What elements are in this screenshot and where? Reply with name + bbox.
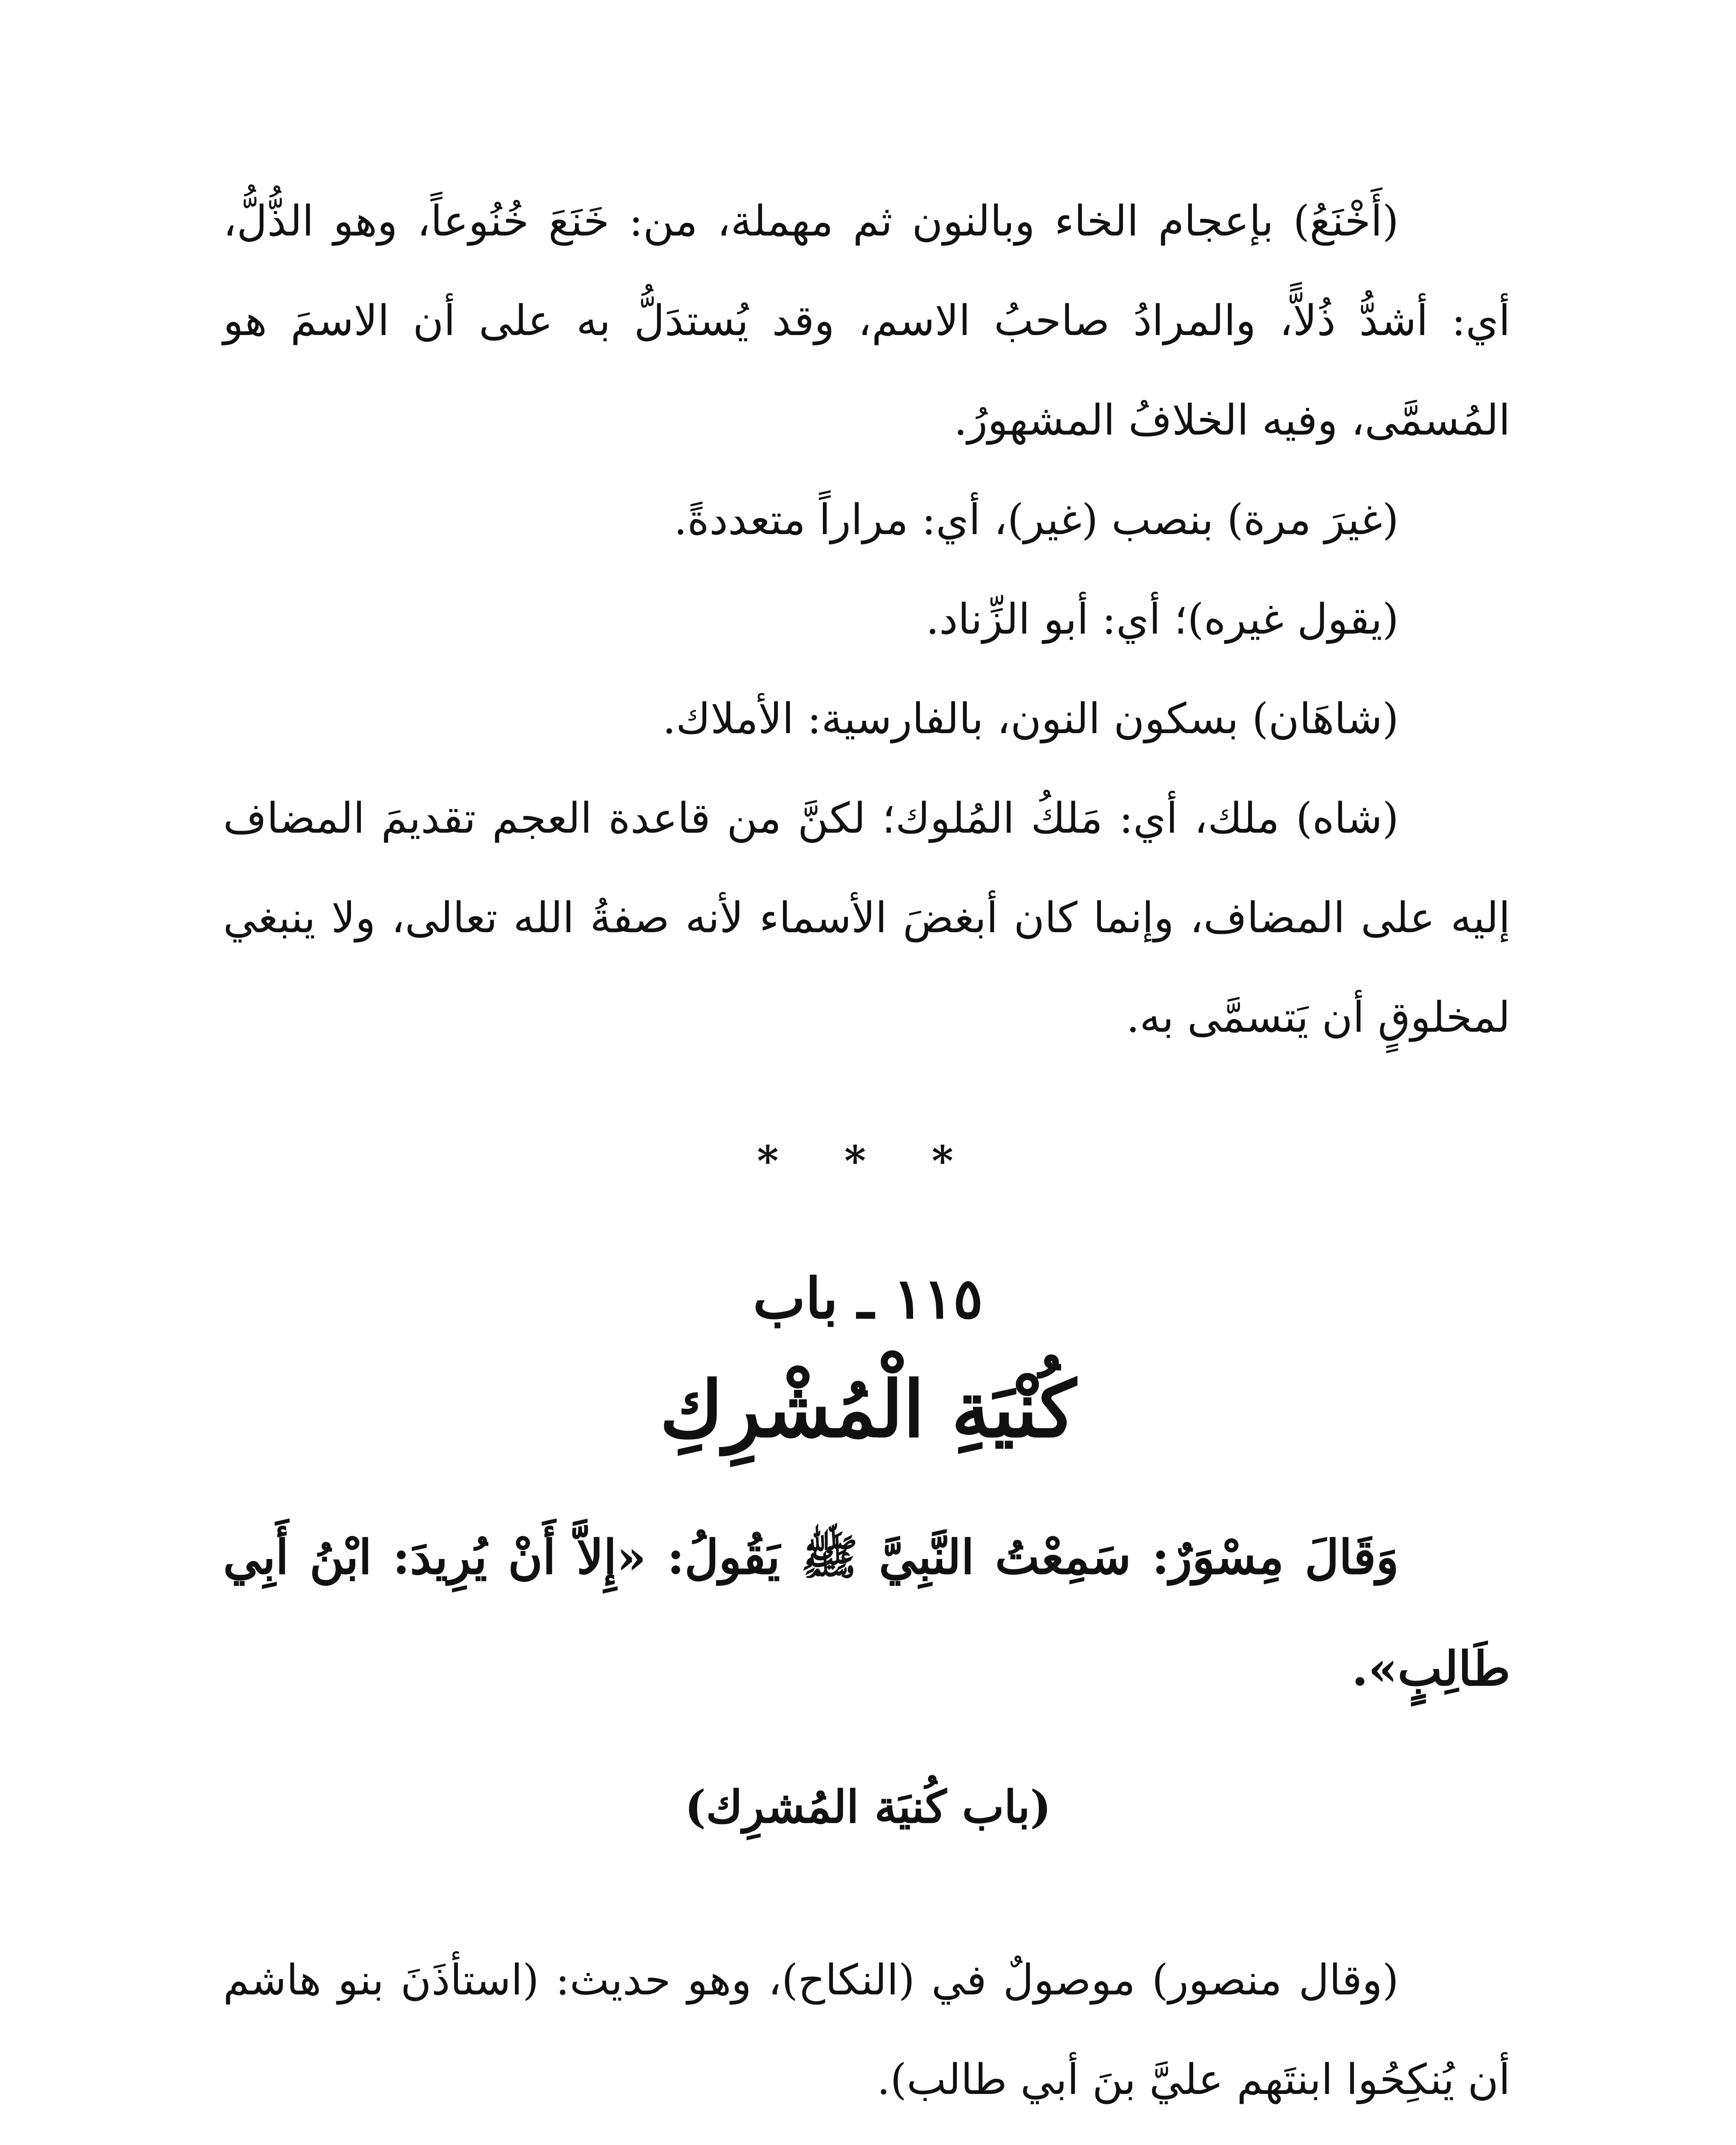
commentary-paragraph-5: (شاه) ملك، أي: مَلكُ المُلوك؛ لكنَّ من قاعدة العجم تقديمَ المضاف إليه على المضاف، وإنما كان أبغضَ الأسماء لأنه صفةُ الله تعالى، ولا ينبغي لمخلوقٍ أن يَتسمَّى به. <box>223 794 1510 1042</box>
commentary-top <box>223 172 1510 1067</box>
commentary-bottom <box>223 1930 1510 2130</box>
commentary-paragraph-1: (أَخْنَعُ) بإعجام الخاء وبالنون ثم مهملة، من: خَنَعَ خُنُوعاً، وهو الذُّلُّ، أي: أشدُّ ذُلاًّ، والمرادُ صاحبُ الاسم، وقد يُستدَلُّ به على أن الاسمَ هو المُسمَّى، وفيه الخلافُ المشهورُ. <box>223 197 1510 445</box>
commentary-heading: (باب كُنيَة المُشرِك) <box>685 1780 1051 1833</box>
chapter-number: ١١٥ ـ باب <box>753 1266 983 1331</box>
commentary-paragraph-4: (شاهَان) بسكون النون، بالفارسية: الأملاك. <box>662 695 1399 743</box>
chapter-title: كُنْيَةِ الْمُشْرِكِ <box>659 1364 1077 1455</box>
commentary-paragraph-3: (يقول غيره)؛ أي: أبو الزِّناد. <box>925 595 1399 644</box>
commentary-bottom-paragraph: (وقال منصور) موصولٌ في (النكاح)، وهو حديث: (استأذَنَ بنو هاشم أن يُنكِحُوا ابنتَهم عليَّ بنَ أبي طالب). <box>223 1956 1510 2104</box>
hadith-paragraph: وَقَالَ مِسْوَرٌ: سَمِعْتُ النَّبِيَّ ﷺ يَقُولُ: «إِلاَّ أَنْ يُرِيدَ: ابْنُ أَبِي طَالِبٍ». <box>223 1529 1510 1696</box>
hadith-text <box>223 1502 1510 1725</box>
commentary-paragraph-2: (غيرَ مرة) بنصب (غير)، أي: مراراً متعددةً. <box>674 495 1399 544</box>
section-separator-top: * * * <box>757 1137 979 1185</box>
